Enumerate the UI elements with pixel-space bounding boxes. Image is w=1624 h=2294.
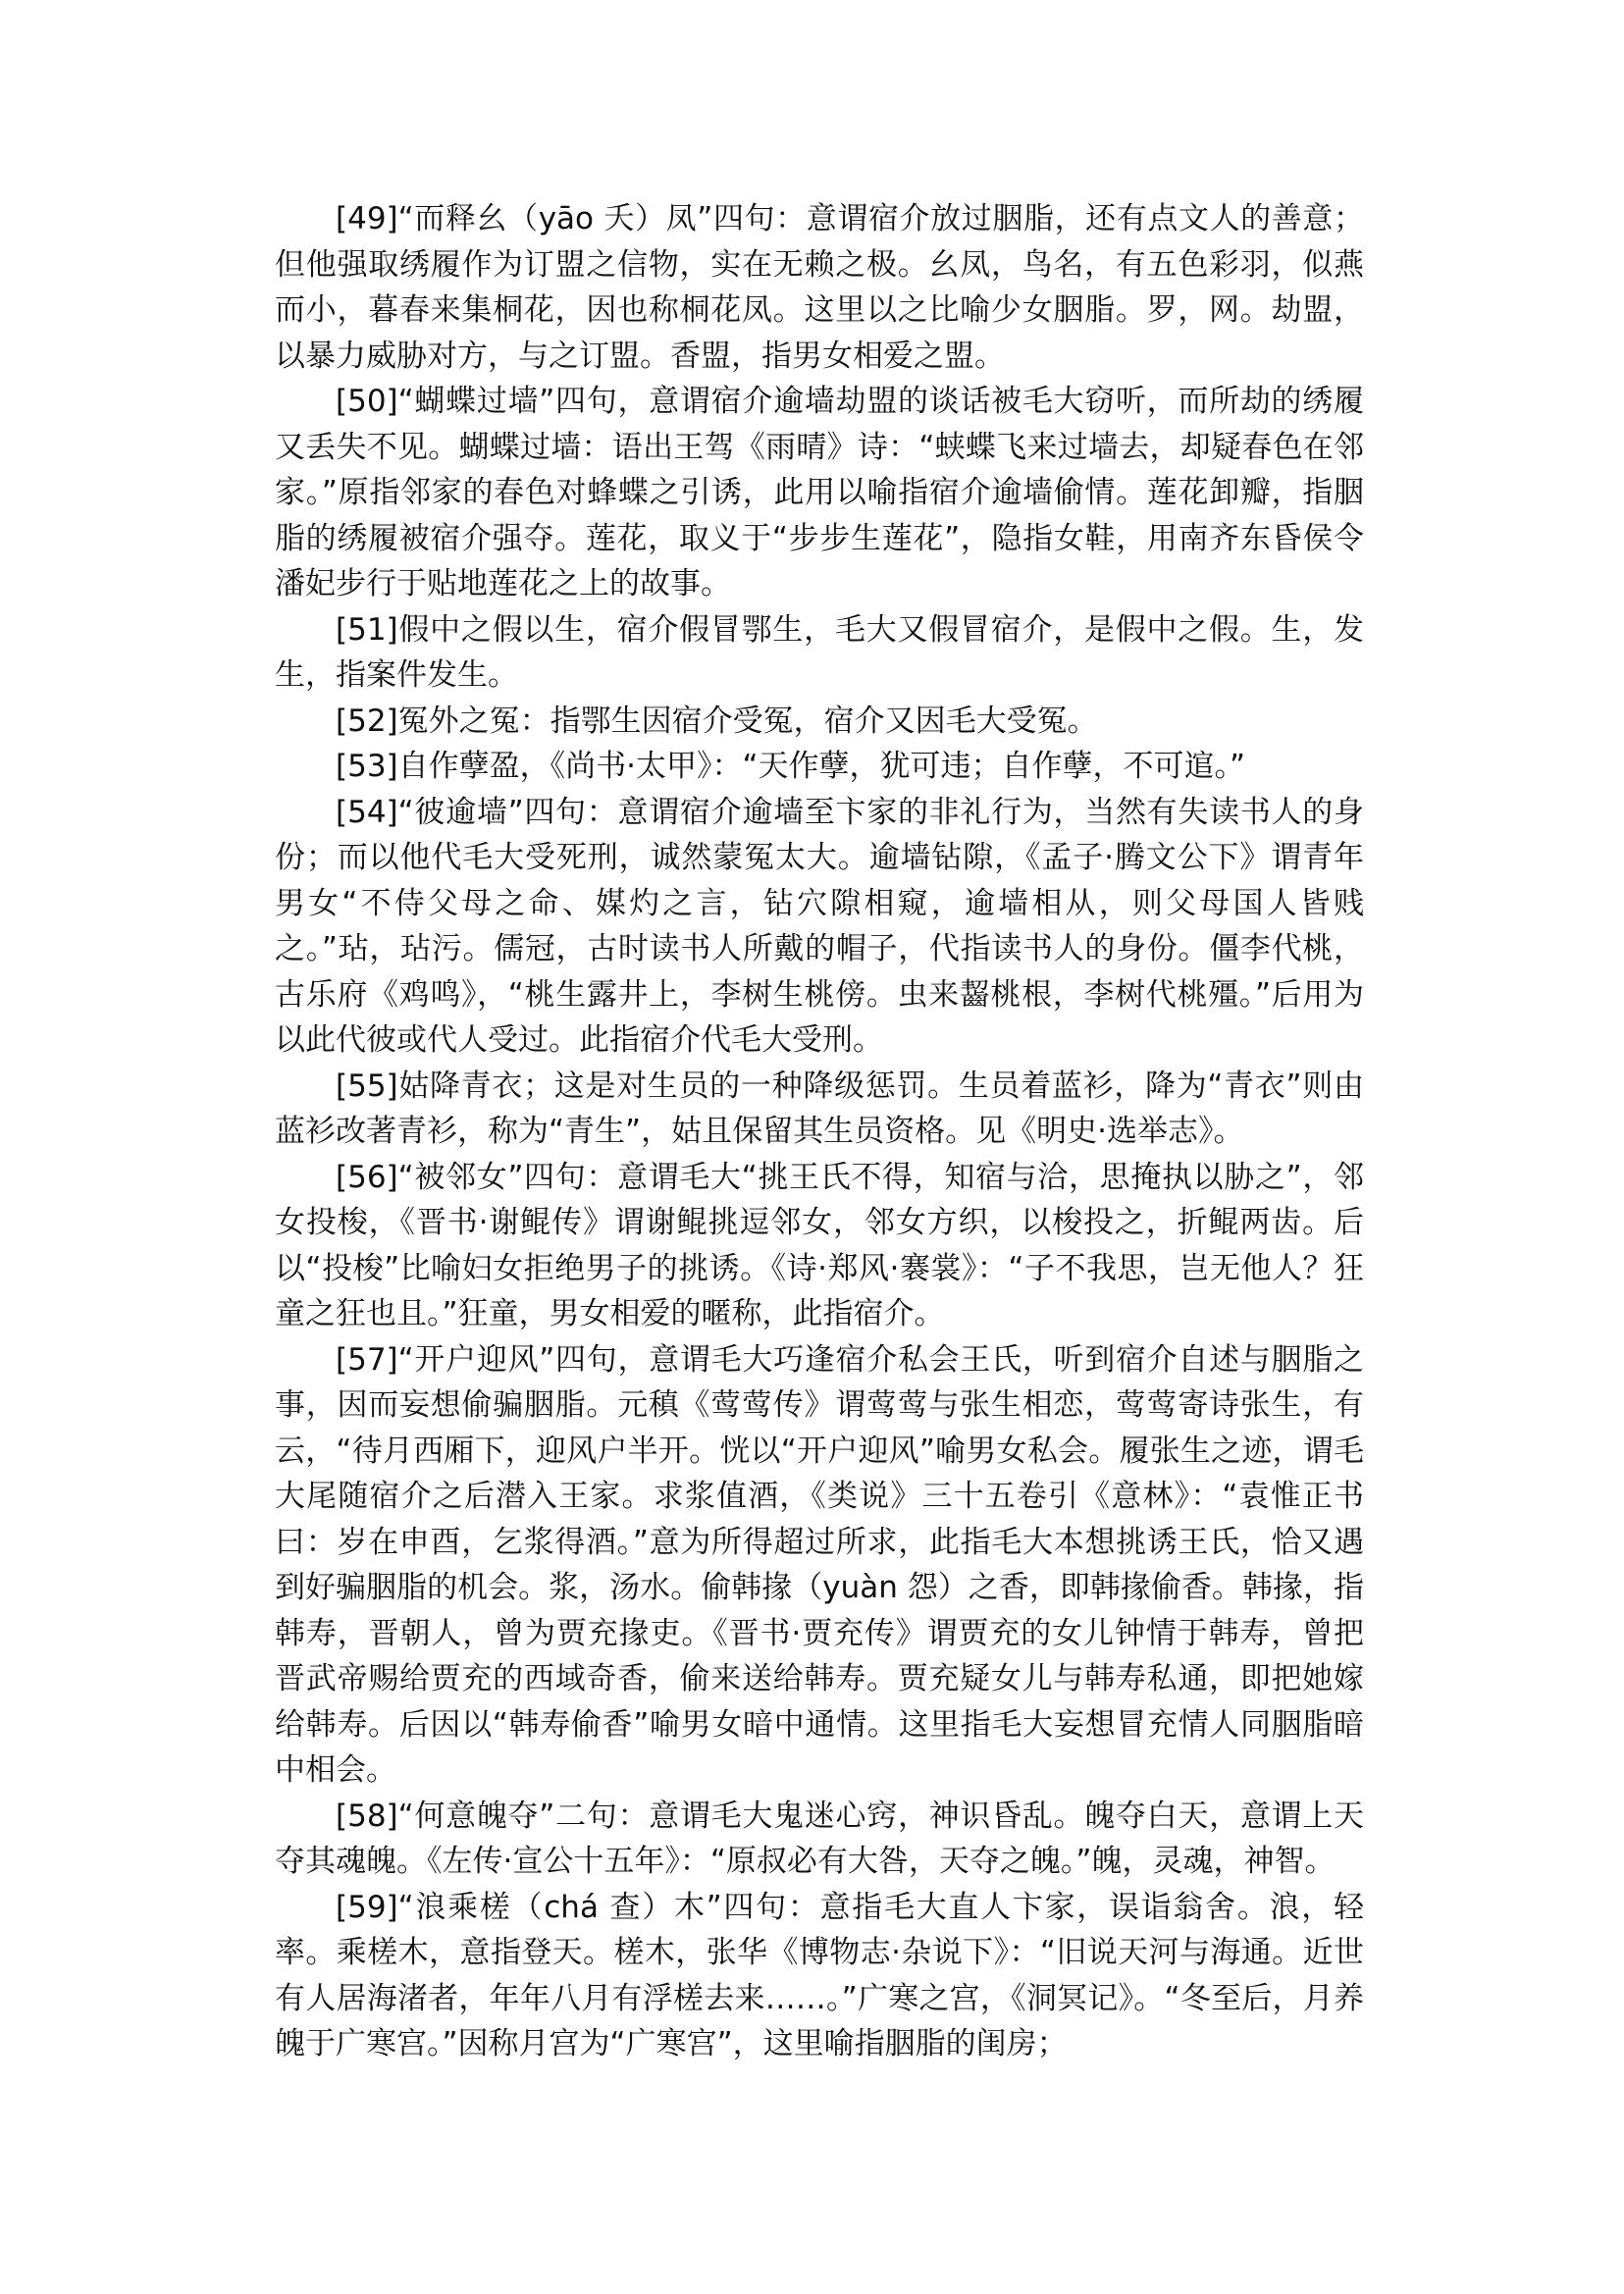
note-52: [52]冤外之冤：指鄂生因宿介受冤，宿介又因毛大受冤。	[336, 703, 1098, 739]
note-50: [50]“蝴蝶过墙”四句，意谓宿介逾墙劫盟的谈话被毛大窃听，而所劫的绣履又丢失不见。蝴蝶过墙：语出王驾《雨晴》诗：“蛱蝶飞来过墙去，却疑春色在邻家。”原指邻家的春色对蜂蝶之引诱，此用以喻指宿介逾墙偷情。莲花卸瓣，指胭脂的绣履被宿介强夺。莲花，取义于“步步生莲花”，隐指女鞋，用南齐东昏侯令潘妃步行于贴地莲花之上的故事。	[275, 384, 1364, 601]
note-57: [57]“开户迎风”四句，意谓毛大巧逢宿介私会王氏，听到宿介自述与胭脂之事，因而妄想偷骗胭脂。元稹《莺莺传》谓莺莺与张生相恋，莺莺寄诗张生，有云，“待月西厢下，迎风户半开。恍以“开户迎风”喻男女私会。履张生之迹，谓毛大尾随宿介之后潜入王家。求浆值酒，《类说》三十五卷引《意林》：“袁惟正书曰：岁在申酉，乞浆得酒。”意为所得超过所求，此指毛大本想挑诱王氏，恰又遇到好骗胭脂的机会。浆，汤水。偷韩掾（yuàn 怨）之香，即韩掾偷香。韩掾，指韩寿，晋朝人，曾为贾充掾吏。《晋书·贾充传》谓贾充的女儿钟情于韩寿，曾把晋武帝赐给贾充的西域奇香，偷来送给韩寿。贾充疑女儿与韩寿私通，即把她嫁给韩寿。后因以“韩寿偷香”喻男女暗中通情。这里指毛大妄想冒充情人同胭脂暗中相会。	[275, 1341, 1364, 1788]
note-49: [49]“而释幺（yāo 夭）凤”四句：意谓宿介放过胭脂，还有点文人的善意；但他强取绣履作为订盟之信物，实在无赖之极。幺凤，鸟名，有五色彩羽，似燕而小，暮春来集桐花，因也称桐花凤。这里以之比喻少女胭脂。罗，网。劫盟，以暴力威胁对方，与之订盟。香盟，指男女相爱之盟。	[275, 201, 1364, 374]
note-55: [55]姑降青衣；这是对生员的一种降级惩罚。生员着蓝衫，降为“青衣”则由蓝衫改著青衫，称为“青生”，姑且保留其生员资格。见《明史·选举志》。	[275, 1068, 1364, 1149]
note-58: [58]“何意魄夺”二句：意谓毛大鬼迷心窍，神识昏乱。魄夺白天，意谓上天夺其魂魄。《左传·宣公十五年》：“原叔必有大咎，天夺之魄。”魄，灵魂，神智。	[275, 1798, 1364, 1879]
note-59: [59]“浪乘槎（chá 查）木”四句：意指毛大直人卞家，误诣翁舍。浪，轻率。乘槎木，意指登天。槎木，张华《博物志·杂说下》：“旧说天河与海通。近世有人居海渚者，年年八月有浮槎去来……。”广寒之宫，《洞冥记》。“冬至后，月养魄于广寒宫。”因称月宫为“广寒宫”，这里喻指胭脂的闺房；	[275, 1889, 1364, 2061]
note-56: [56]“被邻女”四句：意谓毛大“挑王氏不得，知宿与洽，思掩执以胁之”，邻女投梭，《晋书·谢鲲传》谓谢鲲挑逗邻女，邻女方织，以梭投之，折鲲两齿。后以“投梭”比喻妇女拒绝男子的挑诱。《诗·郑风·褰裳》：“子不我思，岂无他人？狂童之狂也且。”狂童，男女相爱的暱称，此指宿介。	[275, 1159, 1364, 1331]
note-54: [54]“彼逾墙”四句：意谓宿介逾墙至卞家的非礼行为，当然有失读书人的身份；而以他代毛大受死刑，诚然蒙冤太大。逾墙钻隙，《孟子·腾文公下》谓青年男女“不侍父母之命、媒灼之言，钻穴隙相窥，逾墙相从，则父母国人皆贱之。”玷，玷污。儒冠，古时读书人所戴的帽子，代指读书人的身份。僵李代桃，古乐府《鸡鸣》，“桃生露井上，李树生桃傍。虫来齧桃根，李树代桃殭。”后用为以此代彼或代人受过。此指宿介代毛大受刑。	[275, 794, 1364, 1058]
note-53: [53]自作孽盈，《尚书·太甲》：“天作孽，犹可违；自作孽，不可逭。”	[336, 749, 1246, 784]
note-51: [51]假中之假以生，宿介假冒鄂生，毛大又假冒宿介，是假中之假。生，发生，指案件发生。	[275, 611, 1364, 693]
annotation-page	[275, 196, 1364, 2067]
